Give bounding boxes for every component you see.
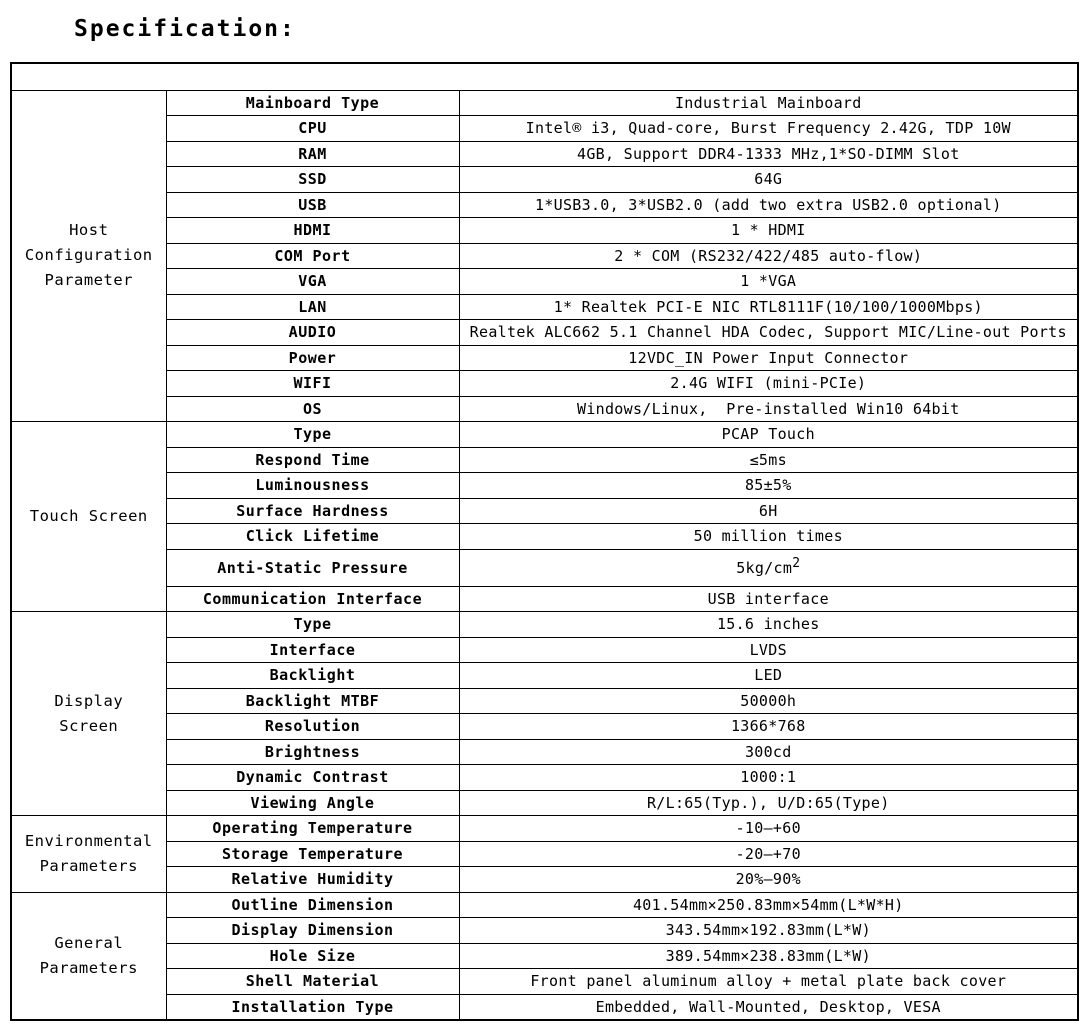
param-value xyxy=(459,816,1078,842)
page-title: Specification: xyxy=(74,16,296,42)
param-value-text: 1*USB3.0, 3*USB2.0 (add two extra USB2.0 optional) xyxy=(534,195,1002,214)
param-value xyxy=(459,243,1078,269)
param-value-text: 1000:1 xyxy=(740,768,797,787)
spec-row xyxy=(11,637,1078,663)
param-label: OS xyxy=(166,396,459,422)
spec-row xyxy=(11,294,1078,320)
category-line: Parameters xyxy=(39,958,138,977)
category-line: Host xyxy=(69,221,109,240)
spec-row xyxy=(11,943,1078,969)
category-line: Environmental xyxy=(24,831,153,850)
spec-row xyxy=(11,918,1078,944)
param-label: Dynamic Contrast xyxy=(166,765,459,791)
param-value xyxy=(459,714,1078,740)
param-value xyxy=(459,498,1078,524)
category-cell xyxy=(11,892,166,1020)
spec-row xyxy=(11,167,1078,193)
param-label: Brightness xyxy=(166,739,459,765)
param-value-text: 2 * COM (RS232/422/485 auto-flow) xyxy=(614,246,923,265)
param-value-text: 300cd xyxy=(744,742,792,761)
param-value-text: 401.54mm×250.83mm×54mm(L*W*H) xyxy=(632,895,904,914)
spec-row xyxy=(11,218,1078,244)
param-value xyxy=(459,116,1078,142)
param-value xyxy=(459,473,1078,499)
spec-row xyxy=(11,892,1078,918)
param-value-text: Embedded, Wall-Mounted, Desktop, VESA xyxy=(595,997,941,1016)
param-value xyxy=(459,637,1078,663)
category-line: Configuration xyxy=(24,246,153,265)
spec-row xyxy=(11,841,1078,867)
param-value xyxy=(459,320,1078,346)
category-cell xyxy=(11,422,166,612)
param-label: CPU xyxy=(166,116,459,142)
spec-row xyxy=(11,345,1078,371)
param-value-text: 1 * HDMI xyxy=(730,221,806,240)
category-line: Parameters xyxy=(39,856,138,875)
spec-row xyxy=(11,320,1078,346)
category-line: Screen xyxy=(59,716,119,735)
param-value-text: 4GB, Support DDR4-1333 MHz,1*SO-DIMM Slot xyxy=(576,144,960,163)
param-label: VGA xyxy=(166,269,459,295)
param-value-text: 2.4G WIFI (mini-PCIe) xyxy=(670,374,867,393)
param-label: Operating Temperature xyxy=(166,816,459,842)
param-value xyxy=(459,269,1078,295)
param-label: Communication Interface xyxy=(166,586,459,612)
param-value-text: 15.6 inches xyxy=(716,615,820,634)
spec-row xyxy=(11,790,1078,816)
param-value xyxy=(459,943,1078,969)
param-value xyxy=(459,90,1078,116)
category-line: Display xyxy=(54,691,124,710)
param-label: SSD xyxy=(166,167,459,193)
param-value xyxy=(459,918,1078,944)
spec-row xyxy=(11,447,1078,473)
param-value xyxy=(459,994,1078,1020)
param-value-text: 64G xyxy=(754,170,783,189)
param-value xyxy=(459,663,1078,689)
param-value-text: -10—+60 xyxy=(735,819,801,838)
param-label: COM Port xyxy=(166,243,459,269)
param-label: Hole Size xyxy=(166,943,459,969)
spec-row xyxy=(11,524,1078,550)
spec-row xyxy=(11,396,1078,422)
spec-row xyxy=(11,586,1078,612)
spec-row xyxy=(11,816,1078,842)
param-value xyxy=(459,969,1078,995)
param-label: Type xyxy=(166,612,459,638)
param-value-text: ≤5ms xyxy=(749,450,787,469)
param-value xyxy=(459,892,1078,918)
spec-row xyxy=(11,371,1078,397)
category-cell xyxy=(11,612,166,816)
empty-header-cell xyxy=(11,63,1078,90)
spec-table xyxy=(10,62,1079,1021)
param-value-superscript: 2 xyxy=(792,555,801,571)
param-value-text: 50 million times xyxy=(693,527,843,546)
param-value xyxy=(459,549,1078,586)
spec-row xyxy=(11,473,1078,499)
param-label: WIFI xyxy=(166,371,459,397)
param-label: Display Dimension xyxy=(166,918,459,944)
param-value-text: 389.54mm×238.83mm(L*W) xyxy=(665,946,871,965)
category-cell xyxy=(11,816,166,893)
param-label: Anti-Static Pressure xyxy=(166,549,459,586)
param-label: USB xyxy=(166,192,459,218)
param-label: Backlight xyxy=(166,663,459,689)
spec-row xyxy=(11,192,1078,218)
param-value-text: Front panel aluminum alloy + metal plate back cover xyxy=(530,972,1007,991)
category-line: Parameter xyxy=(44,271,133,290)
spec-row xyxy=(11,765,1078,791)
param-label: Viewing Angle xyxy=(166,790,459,816)
param-value-text: USB interface xyxy=(707,589,829,608)
param-value-text: PCAP Touch xyxy=(721,425,815,444)
param-label: Installation Type xyxy=(166,994,459,1020)
param-value-text: 5kg/cm xyxy=(736,558,793,577)
spec-row xyxy=(11,969,1078,995)
spec-row xyxy=(11,498,1078,524)
spec-row xyxy=(11,243,1078,269)
spec-table-body xyxy=(11,63,1078,1020)
param-value-text: 1* Realtek PCI-E NIC RTL8111F(10/100/1000Mbps) xyxy=(553,297,983,316)
param-value xyxy=(459,141,1078,167)
param-value-text: 1 *VGA xyxy=(740,272,797,291)
param-label: Interface xyxy=(166,637,459,663)
param-label: Storage Temperature xyxy=(166,841,459,867)
spec-row xyxy=(11,714,1078,740)
param-value xyxy=(459,396,1078,422)
param-label: Backlight MTBF xyxy=(166,688,459,714)
param-label: Shell Material xyxy=(166,969,459,995)
spec-row xyxy=(11,688,1078,714)
param-value xyxy=(459,447,1078,473)
param-value-text: Industrial Mainboard xyxy=(674,93,862,112)
param-label: Click Lifetime xyxy=(166,524,459,550)
param-label: LAN xyxy=(166,294,459,320)
spec-row xyxy=(11,994,1078,1020)
spec-row xyxy=(11,269,1078,295)
param-label: AUDIO xyxy=(166,320,459,346)
category-line: General xyxy=(54,933,124,952)
param-value-text: 6H xyxy=(758,501,778,520)
param-value-text: 50000h xyxy=(740,691,797,710)
param-value xyxy=(459,586,1078,612)
param-value xyxy=(459,867,1078,893)
param-value xyxy=(459,422,1078,448)
param-value xyxy=(459,612,1078,638)
spec-row xyxy=(11,663,1078,689)
spec-row xyxy=(11,116,1078,142)
param-value xyxy=(459,524,1078,550)
category-line: Touch Screen xyxy=(29,507,148,525)
param-value xyxy=(459,739,1078,765)
param-label: Respond Time xyxy=(166,447,459,473)
spec-row xyxy=(11,90,1078,116)
param-value xyxy=(459,790,1078,816)
param-value-text: Realtek ALC662 5.1 Channel HDA Codec, Support MIC/Line-out Ports xyxy=(469,323,1067,342)
spec-row xyxy=(11,867,1078,893)
param-value-text: Intel® i3, Quad-core, Burst Frequency 2.42G, TDP 10W xyxy=(525,119,1011,138)
param-value xyxy=(459,192,1078,218)
param-value-text: LED xyxy=(754,666,783,685)
spec-row xyxy=(11,739,1078,765)
param-value-text: LVDS xyxy=(749,640,787,659)
param-label: RAM xyxy=(166,141,459,167)
param-value-text: Windows/Linux, Pre-installed Win10 64bit xyxy=(576,399,960,418)
param-value-text: 12VDC_IN Power Input Connector xyxy=(628,348,909,367)
param-label: Relative Humidity xyxy=(166,867,459,893)
param-value xyxy=(459,218,1078,244)
category-cell xyxy=(11,90,166,422)
param-value xyxy=(459,688,1078,714)
param-value xyxy=(459,371,1078,397)
spec-row xyxy=(11,422,1078,448)
param-label: HDMI xyxy=(166,218,459,244)
spec-row xyxy=(11,141,1078,167)
table-header-empty-row xyxy=(11,63,1078,90)
param-value-text: 343.54mm×192.83mm(L*W) xyxy=(665,921,871,940)
param-value-text: 85±5% xyxy=(744,476,792,495)
param-label: Luminousness xyxy=(166,473,459,499)
param-value xyxy=(459,294,1078,320)
param-label: Type xyxy=(166,422,459,448)
param-label: Resolution xyxy=(166,714,459,740)
param-label: Surface Hardness xyxy=(166,498,459,524)
param-value xyxy=(459,345,1078,371)
param-value xyxy=(459,841,1078,867)
param-value-text: 20%—90% xyxy=(735,870,801,889)
param-label: Mainboard Type xyxy=(166,90,459,116)
param-value-text: R/L:65(Typ.), U/D:65(Type) xyxy=(646,793,890,812)
param-value-text: -20—+70 xyxy=(735,844,801,863)
param-label: Power xyxy=(166,345,459,371)
spec-row xyxy=(11,612,1078,638)
param-value xyxy=(459,765,1078,791)
param-value xyxy=(459,167,1078,193)
param-label: Outline Dimension xyxy=(166,892,459,918)
spec-row xyxy=(11,549,1078,586)
param-value-text: 1366*768 xyxy=(730,717,806,736)
